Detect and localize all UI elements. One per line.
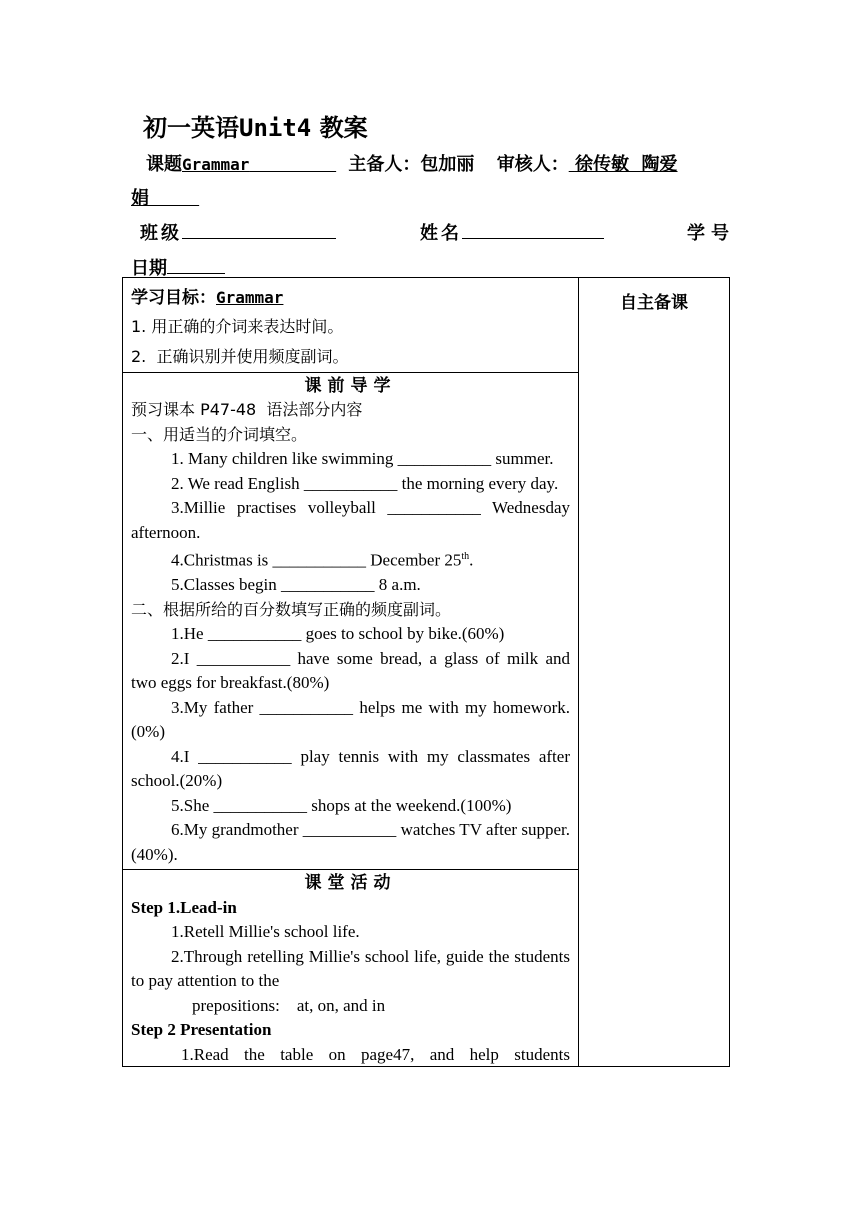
- part1-title: 一、用适当的介词填空。: [131, 424, 308, 444]
- preparer-label: 主备人：: [348, 154, 421, 175]
- page-title: [143, 108, 368, 143]
- activity-cell: [123, 870, 579, 1067]
- exercise-item: 6.My grandmother ___________ watches TV after supper.(40%).: [131, 820, 570, 864]
- exercise-item: 2. We read English ___________ the morning every day.: [171, 473, 559, 493]
- topic-label: 课题: [146, 154, 182, 175]
- reviewer-names-cont: 娟: [131, 188, 149, 209]
- title-prefix: 初一英语: [143, 114, 239, 142]
- exercise-item: 2.I ___________ have some bread, a glass of milk and two eggs for breakfast.(80%): [131, 648, 570, 693]
- activity-item: 2.Through retelling Millie's school life, guide the students to pay attention to the: [131, 946, 570, 991]
- objectives-heading: 学习目标：Grammar: [131, 288, 284, 308]
- activity-item: 1.Retell Millie's school life.: [171, 922, 360, 942]
- self-prep-column: [579, 278, 730, 1067]
- reviewer-names: 徐传敏 陶爱: [574, 154, 678, 175]
- exercise-item: 5.Classes begin ___________ 8 a.m.: [171, 575, 421, 595]
- activity-item: 1.Read the table on page47, and help students: [181, 1044, 570, 1064]
- objective-item: 2. 正确识别并使用频度副词。: [131, 347, 349, 366]
- lesson-plan-table: [122, 277, 730, 1067]
- activity-item: prepositions: at, on, and in: [192, 995, 386, 1015]
- exercise-item: 3.Millie practises volleyball ___________ Wednesday afternoon.: [131, 498, 570, 542]
- preparer-name: 包加丽: [420, 154, 475, 175]
- exercise-item: 3.My father ___________ helps me with my homework.(0%): [131, 697, 570, 742]
- exercise-item: 5.She ___________ shops at the weekend.(100%): [171, 795, 512, 815]
- exercise-item: 4.Christmas is ___________ December 25th.: [171, 550, 474, 570]
- step-heading: Step 1.Lead-in: [131, 897, 237, 917]
- exercise-item: 1. Many children like swimming ___________ summer.: [171, 449, 554, 468]
- exercise-item: 1.He ___________ goes to school by bike.(60%): [171, 624, 505, 644]
- activity-heading: 课堂活动: [304, 873, 397, 894]
- class-field: 班级: [140, 219, 336, 245]
- preview-intro: 预习课本 P47-48 语法部分内容: [131, 400, 363, 419]
- objectives-cell: [123, 278, 579, 373]
- id-label: 学号: [687, 223, 735, 244]
- topic-value: Grammar: [182, 155, 250, 174]
- preview-cell: [123, 372, 579, 870]
- class-blank[interactable]: [182, 220, 336, 239]
- header-line-1: [146, 150, 678, 176]
- header-line-2: [131, 184, 199, 210]
- self-prep-label: 自主备课: [620, 293, 688, 313]
- date-blank[interactable]: [167, 255, 225, 274]
- exercise-item: 4.I ___________ play tennis with my classmates after school.(20%): [131, 746, 570, 791]
- reviewer-label: 审核人：: [496, 154, 569, 175]
- part2-title: 二、根据所给的百分数填写正确的频度副词。: [131, 599, 452, 619]
- date-field: 日期: [131, 254, 225, 280]
- title-unit: Unit4: [239, 114, 312, 142]
- objective-item: 1. 用正确的介词来表达时间。: [131, 316, 344, 336]
- preview-heading: 课前导学: [304, 375, 397, 396]
- name-field: 姓名: [420, 219, 604, 245]
- step-heading: Step 2 Presentation: [131, 1020, 272, 1040]
- title-suffix: 教案: [311, 114, 368, 142]
- name-blank[interactable]: [462, 220, 604, 239]
